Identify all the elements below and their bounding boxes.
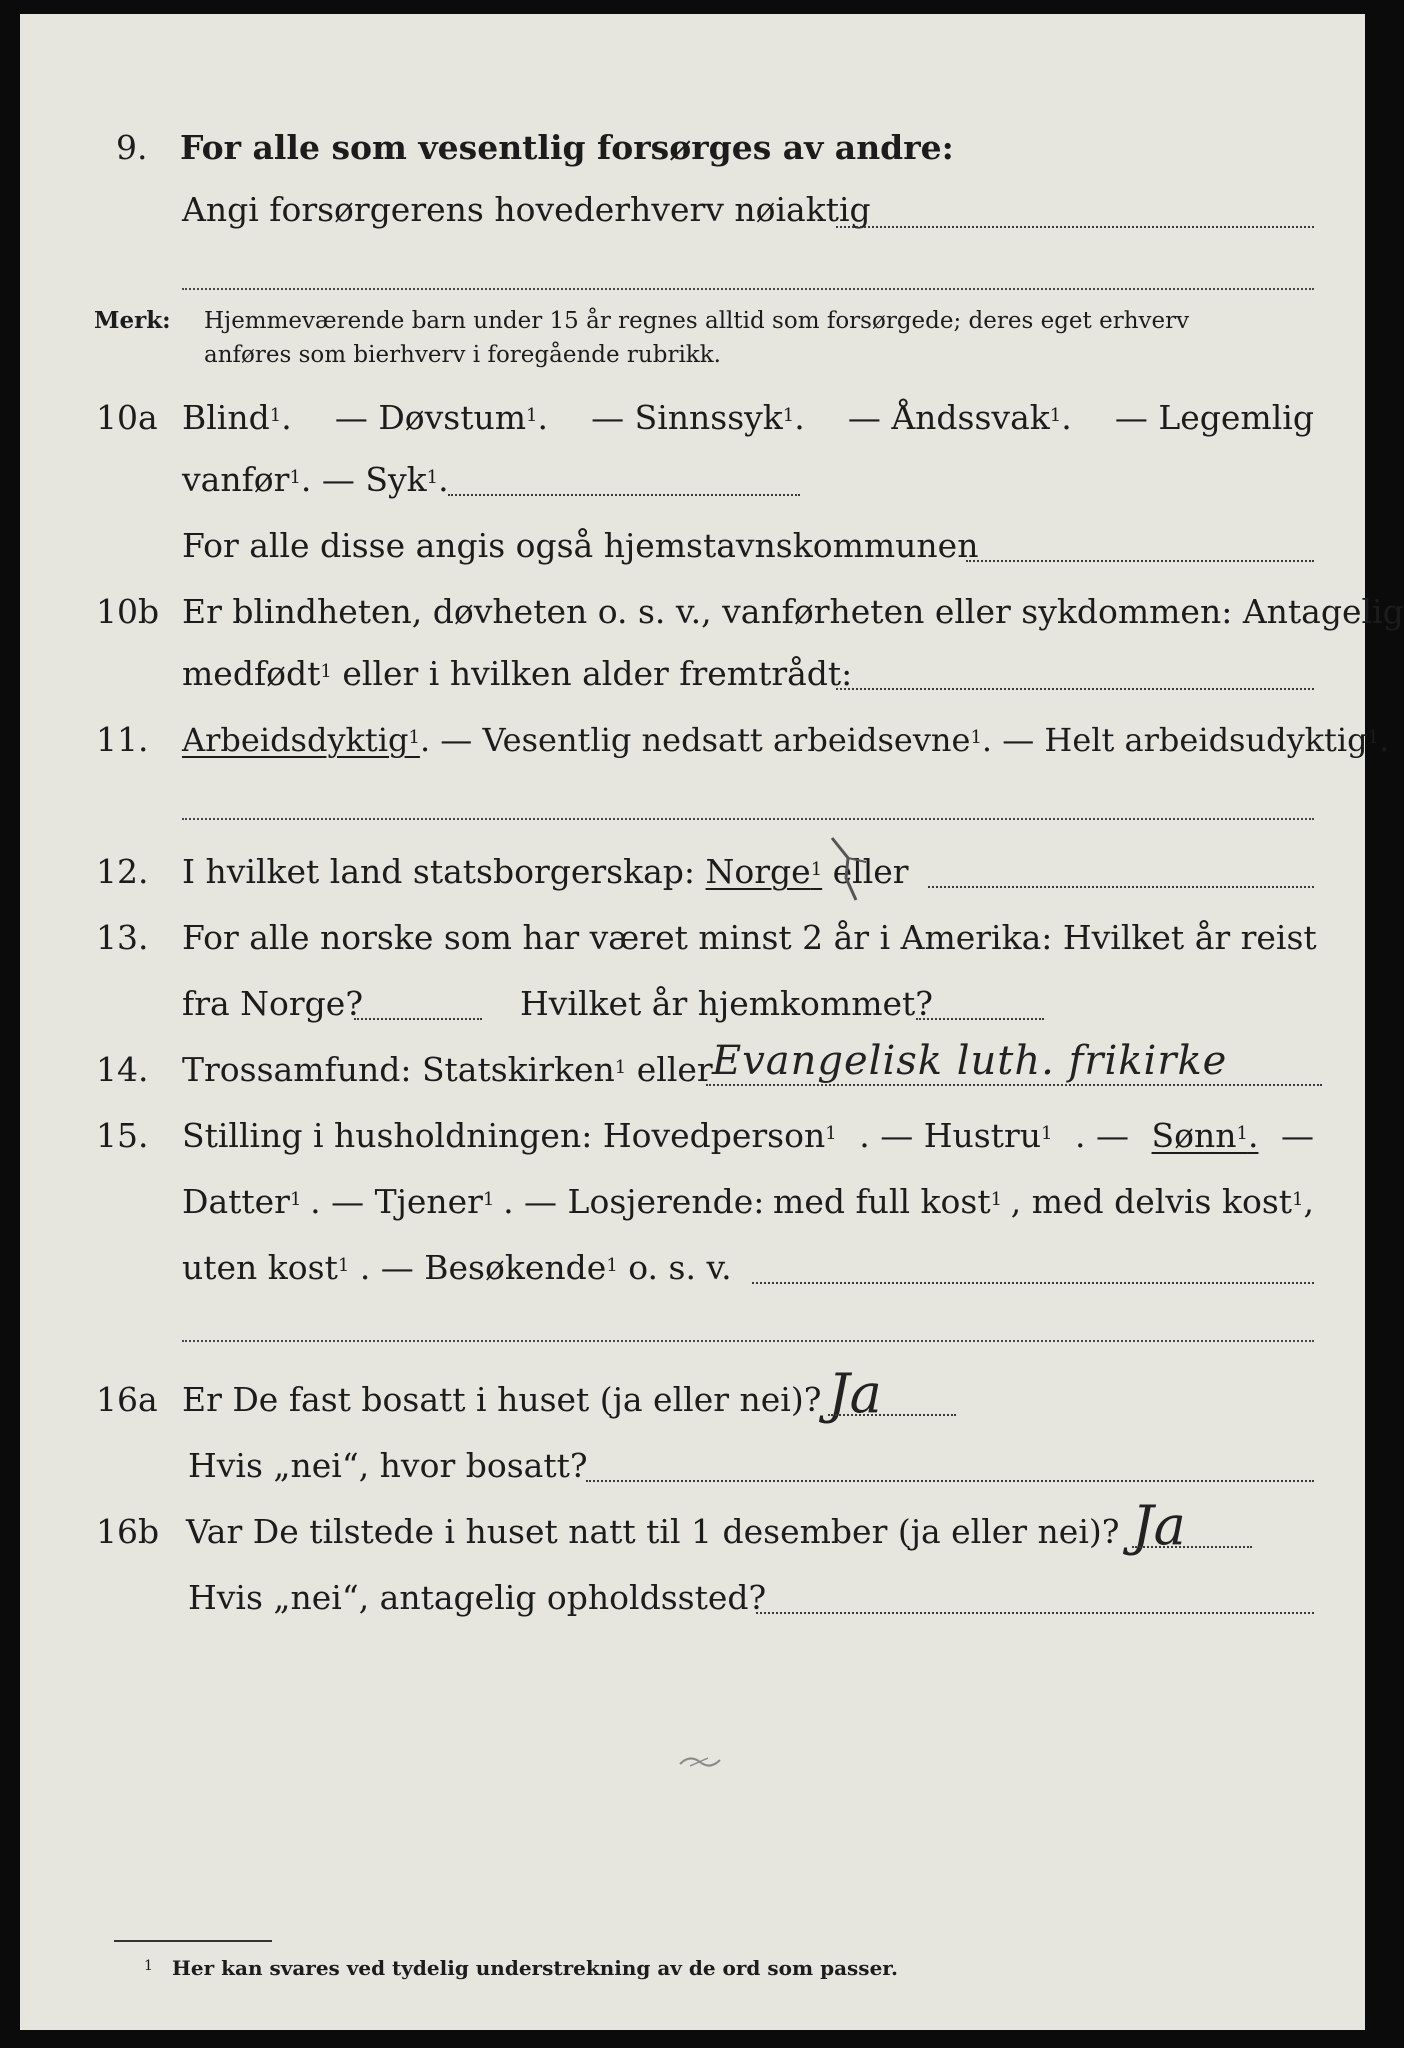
question-16b-line-1: Var De tilstede i huset natt til 1 desember (ja eller nei)? [186,1512,1120,1551]
question-10a-line-3: For alle disse angis også hjemstavnskommunen [182,526,979,565]
question-number-12: 12. [96,852,149,891]
option-blind[interactable]: Blind$^1$. [182,398,292,437]
fast-bosatt-field[interactable] [828,1414,956,1416]
stilling-field-line-2[interactable] [182,1340,1314,1342]
question-14-line [182,1050,713,1090]
question-12-line [182,852,909,892]
option-vanfor[interactable]: vanfør$^1$. [182,460,312,499]
question-13-line-2a: fra Norge? [182,984,364,1023]
question-13-line-1: For alle norske som har været minst 2 år i Amerika: Hvilket år reist [182,918,1317,957]
question-number-16a: 16a [96,1380,158,1419]
merk-line-2: anføres som bierhverv i foregående rubrikk. [204,342,721,368]
question-9-label: Angi forsørgerens hovederhverv nøiaktig [182,190,871,229]
option-nedsatt-arbeidsevne[interactable]: . — Vesentlig nedsatt arbeidsevne$^1$ [419,721,982,759]
tilstede-answer[interactable]: Ja [1132,1494,1186,1557]
question-number-9: 9. [116,128,148,167]
question-number-14: 14. [96,1050,149,1089]
option-sinnssyk[interactable]: — Sinnssyk$^1$. [591,398,805,437]
option-norge[interactable]: Norge$^1$ [705,852,823,891]
main-occupation-field[interactable] [836,226,1314,228]
option-dovstum[interactable]: — Døvstum$^1$. [334,398,548,437]
option-uten-kost[interactable]: uten kost$^1$ [182,1248,350,1287]
question-12-eller: eller [832,852,909,891]
trossamfund-answer[interactable]: Evangelisk luth. frikirke [712,1038,1228,1084]
question-15-osv: o. s. v. [628,1248,732,1287]
bosatt-field[interactable] [586,1480,1314,1482]
option-sonn[interactable]: Sønn$^1$. [1151,1116,1259,1155]
merk-label: Merk: [94,307,171,334]
question-15-line-2 [182,1182,1314,1222]
option-delvis-kost[interactable]: , med delvis kost$^1$, [1010,1182,1314,1221]
option-legemlig[interactable]: — Legemlig [1114,398,1314,437]
option-medfodt[interactable]: medfødt$^1$ [182,654,332,693]
question-16a-line-2: Hvis „nei“, hvor bosatt? [188,1446,588,1485]
question-15-line-1 [182,1116,1314,1156]
question-16a-line-1: Er De fast bosatt i huset (ja eller nei)? [182,1380,822,1419]
question-number-10b: 10b [96,592,160,631]
option-datter[interactable]: Datter$^1$ [182,1182,302,1221]
option-tjener[interactable]: . — Tjener$^1$ [310,1182,495,1221]
statsborgerskap-field[interactable] [928,886,1314,888]
question-number-15: 15. [96,1116,149,1155]
question-number-11: 11. [96,720,149,759]
option-arbeidsudyktig[interactable]: . — Helt arbeidsudyktig$^1$. [981,721,1390,759]
footnote-text: Her kan svares ved tydelig understrekning av de ord som passer. [172,1956,898,1980]
question-12-label: I hvilket land statsborgerskap: [182,852,696,891]
option-besokende[interactable]: . — Besøkende$^1$ [359,1248,618,1287]
main-occupation-field-line-2[interactable] [182,288,1314,290]
question-number-16b: 16b [96,1512,160,1551]
question-11-field-line[interactable] [182,818,1314,820]
option-hustru[interactable]: . — Hustru$^1$ [859,1116,1053,1155]
question-9-line-1: For alle som vesentlig forsørges av andre: [180,128,954,167]
alder-field[interactable] [836,688,1314,690]
question-13-line-2b: Hvilket år hjemkommet? [520,984,933,1023]
syk-field[interactable] [448,494,800,496]
fast-bosatt-answer[interactable]: Ja [828,1362,882,1425]
footnote-mark: 1 [144,1958,153,1974]
printer-ornament-icon [678,1752,722,1772]
option-andssvak[interactable]: — Åndssvak$^1$. [847,398,1072,437]
handwritten-check-mark [826,834,876,914]
question-number-10a: 10a [96,398,158,437]
question-number-13: 13. [96,918,149,957]
question-15-line-3 [182,1248,732,1288]
hjemstavnskommune-field[interactable] [966,560,1314,562]
question-10a-line-1 [182,398,1314,438]
question-10a-line-2 [182,460,449,500]
tilstede-field[interactable] [1132,1546,1252,1548]
opholdssted-field[interactable] [756,1612,1314,1614]
option-hovedperson[interactable]: Stilling i husholdningen: Hovedperson$^1$ [182,1116,837,1155]
option-losjerende[interactable]: . — Losjerende: [503,1182,765,1221]
stilling-field[interactable] [752,1282,1314,1284]
footnote-rule [114,1940,272,1942]
question-9-line-2 [182,190,871,230]
hjemkommet-ar-field[interactable] [916,1018,1044,1020]
trossamfund-field[interactable] [706,1084,1322,1086]
question-16b-line-2: Hvis „nei“, antagelig opholdssted? [188,1578,767,1617]
question-10b-line-2 [182,654,852,694]
option-syk[interactable]: — Syk$^1$. [321,460,449,499]
option-arbeidsdyktig[interactable]: Arbeidsdyktig$^1$ [182,721,420,759]
question-11-line [182,720,1389,760]
option-full-kost[interactable]: med full kost$^1$ [773,1182,1003,1221]
reist-ar-field[interactable] [354,1018,482,1020]
merk-line-1: Hjemmeværende barn under 15 år regnes alltid som forsørgede; deres eget erhverv [204,308,1190,334]
question-15-dash-1: . — [1074,1116,1129,1155]
question-15-dash-2: — [1281,1116,1314,1155]
question-10b-line-1: Er blindheten, døvheten o. s. v., vanførheten eller sykdommen: Antagelig [182,592,1404,631]
question-14-eller: eller [636,1050,713,1089]
option-statskirken[interactable]: Trossamfund: Statskirken$^1$ [182,1050,627,1089]
question-10b-alder-label: eller i hvilken alder fremtrådt: [342,654,853,693]
